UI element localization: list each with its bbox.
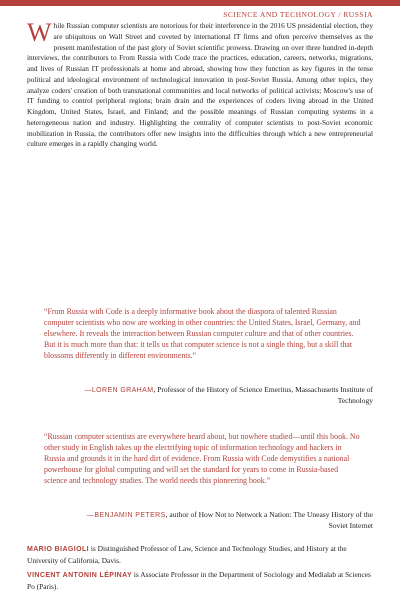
- bio-name-2: VINCENT ANTONIN LÉPINAY: [27, 572, 133, 580]
- drop-cap: W: [27, 18, 52, 47]
- bio-text-2: is Associate Professor in the Department of Sociology and Medialab at Sciences Po (Paris).: [27, 570, 371, 591]
- summary-text: hile Russian computer scientists are notorious for their interference in the 2016 US presidential election, they are ubiquitous on Wall Street and coveted by international IT firms and often perceive themselves as the present manifestation of the past glory of Soviet scientific prowess. Drawing on over three hundred in-depth interviews, the contributors to From Russia with Code trace the practices, education, careers, networks, migrations, and lives of Russian IT professionals at home and abroad, showing how they function as key figures in the tense political and ideological environment of technological innovation in post-Soviet Russia. Among other topics, they analyze coders' creation of both transnational communities and local networks of political activists; Moscow's use of IT funding to control peripheral regions; brain drain and the experiences of coders living abroad in the United Kingdom, United States, Israel, and Finland; and the possible meanings of Russian computing systems in a heterogeneous nation and industry. Highlighting the centrality of computer scientists to post-Soviet economic mobilization in Russia, the contributors offer new insights into the difficulties through which a new entrepreneurial culture emerges in a rapidly changing world.: [27, 21, 373, 149]
- bio-name-1: MARIO BIAGIOLI: [27, 546, 89, 553]
- endorsement-attribution-2: [73, 510, 373, 531]
- endorser-name-2: —BENJAMIN PETERS: [86, 512, 166, 519]
- bio-text-1: is Distinguished Professor of Law, Science and Technology Studies, and History at the University of California, Davis.: [27, 544, 347, 565]
- book-summary: [27, 18, 373, 150]
- endorsement-quote-1: “From Russia with Code is a deeply informative book about the diaspora of talented Russian computer scientists who now are working in other countries: the United States, Israel, Germany, and elsewhere. It reveals the interaction between Russian computer culture and that of other countries. But it is much more than that: it tells us that computer science is not a single thing, but a skill that blossoms differently in different environments.”: [44, 307, 361, 360]
- endorsement-attribution-1: [73, 385, 373, 406]
- endorsement-quote-2: “Russian computer scientists are everywhere heard about, but nowhere studied—until this book. No other study in English takes up the electrifying topic of information technology and hackers in Russia and grounds it in the hard dirt of evidence. From Russia with Code demystifies a national powerhouse for global computing and will set the standard for years to come in Russia-based science and technology studies. The world needs this pioneering book.”: [44, 432, 360, 485]
- endorser-affiliation-1: , Professor of the History of Science Emeritus, Massachusetts Institute of Technology: [153, 385, 373, 405]
- category-label: SCIENCE AND TECHNOLOGY / RUSSIA: [223, 10, 373, 19]
- endorser-name-1: —LOREN GRAHAM: [84, 387, 154, 394]
- bio-2: [27, 570, 373, 592]
- bio-1: [27, 544, 373, 566]
- endorser-affiliation-2: , author of How Not to Network a Nation: The Uneasy History of the Soviet Internet: [165, 510, 373, 530]
- top-accent-bar: [0, 0, 400, 6]
- editor-bios: [27, 544, 373, 596]
